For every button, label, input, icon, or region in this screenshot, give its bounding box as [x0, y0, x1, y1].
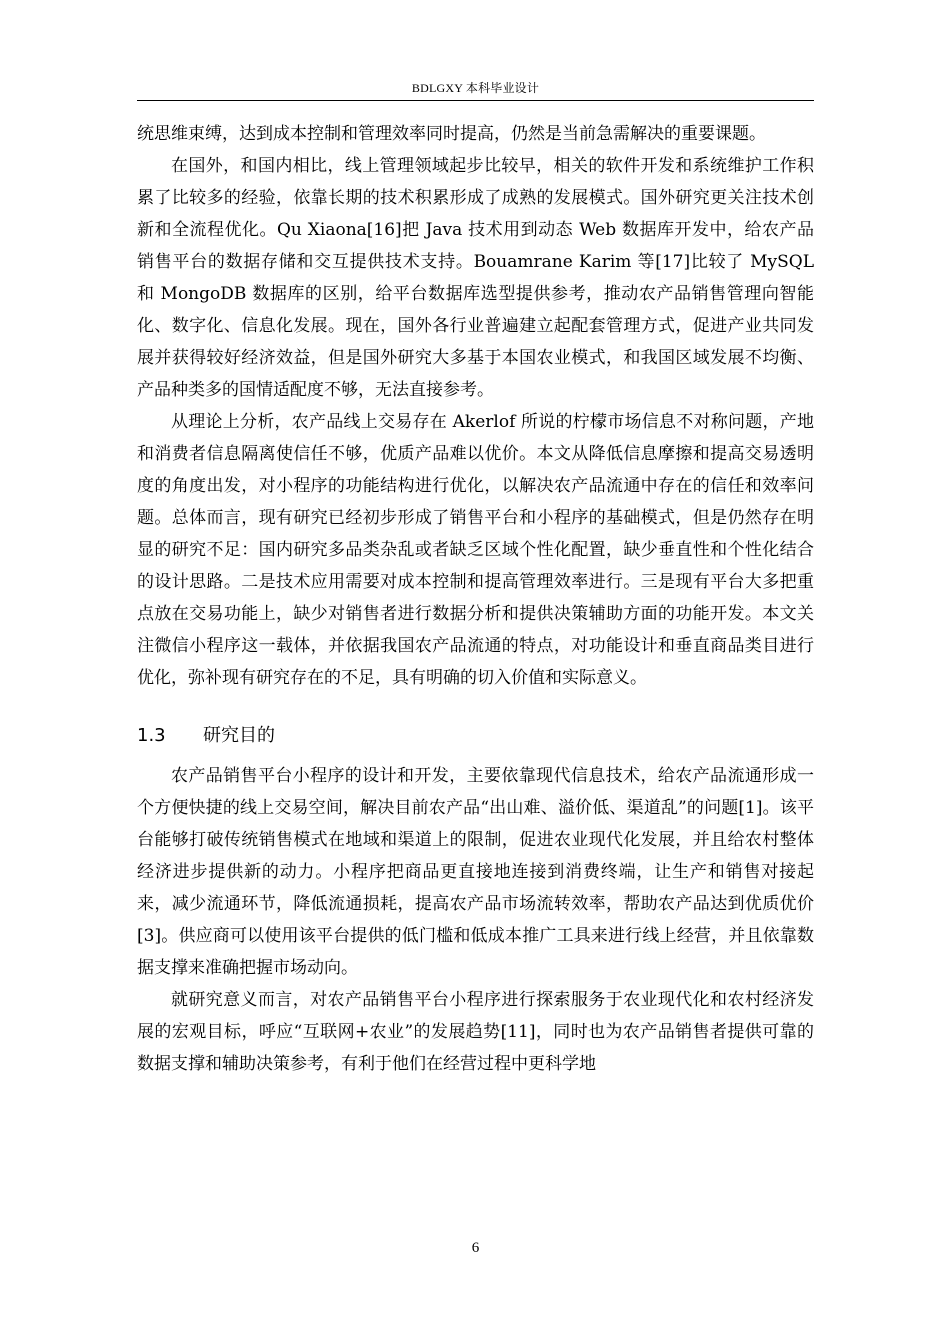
- page-number: 6: [471, 1240, 480, 1256]
- section-heading: [137, 720, 814, 752]
- body-text: [137, 118, 814, 1080]
- paragraph-theoretical-analysis: 从理论上分析，农产品线上交易存在 Akerlof 所说的柠檬市场信息不对称问题，产地和消费者信息隔离使信任不够，优质产品难以优价。本文从降低信息摩擦和提高交易透明度的角度出发，对小程序的功能结构进行优化，以解决农产品流通中存在的信任和效率问题。总体而言，现有研究已经初步形成了销售平台和小程序的基础模式，但是仍然存在明显的研究不足：国内研究多品类杂乱或者缺乏区域个性化配置，缺少垂直性和个性化结合的设计思路。二是技术应用需要对成本控制和提高管理效率进行。三是现有平台大多把重点放在交易功能上，缺少对销售者进行数据分析和提供决策辅助方面的功能开发。本文关注微信小程序这一载体，并依据我国农产品流通的特点，对功能设计和垂直商品类目进行优化，弥补现有研究存在的不足，具有明确的切入价值和实际意义。: [137, 412, 814, 688]
- paragraph-foreign-research: 在国外，和国内相比，线上管理领域起步比较早，相关的软件开发和系统维护工作积累了比较多的经验，依靠长期的技术积累形成了成熟的发展模式。国外研究更关注技术创新和全流程优化。Qu Xiaona[16]把 Java 技术用到动态 Web 数据库开发中，给农产品销售平台的数据存储和交互提供技术支持。Bouamrane Karim 等[17]比较了 MySQL 和 MongoDB 数据库的区别，给平台数据库选型提供参考，推动农产品销售管理向智能化、数字化、信息化发展。现在，国外各行业普遍建立起配套管理方式，促进产业共同发展并获得较好经济效益，但是国外研究大多基于本国农业模式，和我国区域发展不均衡、产品种类多的国情适配度不够，无法直接参考。: [137, 156, 814, 400]
- header-divider: [137, 100, 814, 101]
- page-header: BDLGXY 本科毕业设计: [411, 81, 540, 95]
- paragraph-research-purpose: 农产品销售平台小程序的设计和开发，主要依靠现代信息技术，给农产品流通形成一个方便快捷的线上交易空间，解决目前农产品“出山难、溢价低、渠道乱”的问题[1]。该平台能够打破传统销售模式在地域和渠道上的限制，促进农业现代化发展，并且给农村整体经济进步提供新的动力。小程序把商品更直接地连接到消费终端，让生产和销售对接起来，减少流通环节，降低流通损耗，提高农产品市场流转效率，帮助农产品达到优质优价[3]。供应商可以使用该平台提供的低门槛和低成本推广工具来进行线上经营，并且依靠数据支撑来准确把握市场动向。: [137, 766, 814, 978]
- paragraph-research-significance: 就研究意义而言，对农产品销售平台小程序进行探索服务于农业现代化和农村经济发展的宏观目标，呼应“互联网+农业”的发展趋势[11]，同时也为农产品销售者提供可靠的数据支撑和辅助决策参考，有利于他们在经营过程中更科学地: [137, 990, 814, 1074]
- section-title: 研究目的: [203, 725, 275, 746]
- paragraph-continued: 统思维束缚，达到成本控制和管理效率同时提高，仍然是当前急需解决的重要课题。: [137, 124, 766, 144]
- section-number: 1.3: [137, 725, 166, 746]
